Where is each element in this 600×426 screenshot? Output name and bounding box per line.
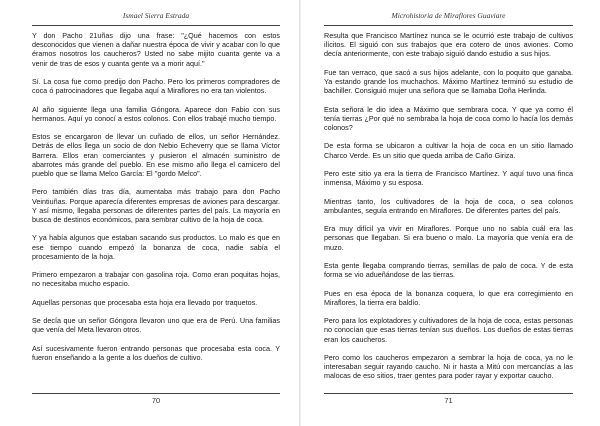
left-page-footer [32,393,280,406]
paragraph: Era muy difícil ya vivir en Miraflores. Porque uno no sabía cuál era las personas que llegaban. Si era bueno o malo. La mayoría que venía era de muzo. [324,224,573,252]
paragraph: Al año siguiente llega una familia Góngora. Aparece don Fabio con sus hermanos. Aquí yo conocí a estos colonos. Con ellos trabajé mucho tiempo. [32,104,280,123]
paragraph: Sí. La cosa fue como predijo don Pacho. Pero los primeros compradores de coca ó patrocinadores que llegaba aquí a Miraflores no era tan violentos. [32,77,280,96]
paragraph: Mientras tanto, los cultivadores de la hoja de coca, o sea colonos ambulantes, seguía entrando en Miraflores. De diferentes partes del país. [324,196,573,215]
paragraph: Esta señora le dio idea a Máximo que sembrara coca. Y que ya como él tenía tierras ¿Por qué no sembraba la hoja de coca como lo hacía los demás colonos? [324,104,573,132]
paragraph: Esta gente llegaba comprando tierras, semillas de palo de coca. Y de esta forma se vio adueñándose de las tierras. [324,260,573,280]
paragraph: Así sucesivamente fueron entrando personas que procesaba esta coca. Y fueron enseñando a la gente a los dueños de cultivo. [32,343,280,362]
right-page-number: 71 [444,396,453,405]
paragraph: Y ya había algunos que estaban sacando sus productos. Lo malo es que en ese tiempo cuando empezó la bonanza de coca, nadie sabía el procesamiento de la hoja. [32,233,280,261]
right-page-header: Microhistoria de Miraflores Guaviare [391,11,506,20]
paragraph: Estos se encargaron de llevar un cuñado de ellos, un señor Hernández. Detrás de ellos llega un socio de don Nebio Echeverry que se llama Víctor Barrera. Ellos eran comerciantes y pusieron el almacén suministro de abarrotes más grande del pueblo. En ese mismo año llega el carnicero del pueblo que se llama Melco García: El "gordo Melco". [32,132,280,178]
paragraph: Resulta que Francisco Martínez nunca se le ocurrió este trabajo de cultivos ilícitos. El siguió con sus trabajos que era cotero de unos aviones. Como decía anteriormente, con este trabajo siguió dando estudio a sus hijos. [324,31,573,59]
paragraph: Pero para los explotadores y cultivadores de la hoja de coca, estas personas no conocían que esas tierras tenían sus dueños. Los dueños de estas tierras eran los caucheros. [324,316,573,344]
paragraph: Primero empezaron a trabajar con gasolina roja. Como eran poquitas hojas, no necesitaba mucho espacio. [32,270,280,289]
paragraph: Y don Pacho 21uñas dijo una frase: "¿Qué hacemos con estos desconocidos que vienen a dañar nuestra época de vivir y acabar con lo que éramos nosotros los caucheros? Usted no sabe mijito cuanta gente va a venir de tras de esos y cuanta gente va a morir aquí." [32,31,280,68]
left-page-header: Ismael Sierra Estrada [122,11,190,20]
paragraph: Aquellas personas que procesaba esta hoja era llevado por traquetos. [32,297,258,307]
paragraph: Se decía que un señor Góngora llevaron uno que era de Perú. Una familias que venía del Meta llevaron otros. [32,316,280,335]
paragraph: Pero también días tras día, aumentaba más trabajo para don Pacho Veintiuñas. Porque aparecía diferentes empresas de aviones para descargar. Y así mismo, llegaba personas de diferentes partes del país. La mayoría en busca de destinos económicos, para sembrar cultivo de la hoja de coca. [32,187,280,224]
right-page-body [324,31,573,381]
left-footer-rule [32,393,280,394]
left-header-rule [32,25,280,26]
right-page [300,0,600,426]
right-page-footer [324,393,573,406]
left-page-number: 70 [151,396,161,405]
paragraph: Pues en esa época de la bonanza coquera, lo que era corregimiento en Miraflores, la tierra era baldío. [324,288,573,307]
paragraph: De esta forma se ubicaron a cultivar la hoja de coca en un sitio llamado Charco Verde. Es un sitio que queda arriba de Caño Giriza. [324,141,573,160]
right-header-rule [324,25,573,26]
right-footer-rule [324,393,573,394]
paragraph: Pero como los caucheros empezaron a sembrar la hoja de coca, ya no le interesaban seguir rayando caucho. Ni ir hasta a Mitú con mercancías a las malocas de eso sitios, traer gentes para poder rayar y exportar caucho. [324,352,573,381]
paragraph: Pero este sitio ya era la tierra de Francisco Martínez. Y aquí tuvo una finca inmensa, Máximo y su esposa. [324,168,573,188]
left-page-body [32,31,280,362]
paragraph: Fue tan verraco, que sacó a sus hijos adelante, con lo poquito que ganaba. Ya estando grande los muchachos. Máximo Martínez terminó su estudio de bachiller. Consiguió mujer una señora que se llamaba Doña Herlinda. [324,67,573,96]
